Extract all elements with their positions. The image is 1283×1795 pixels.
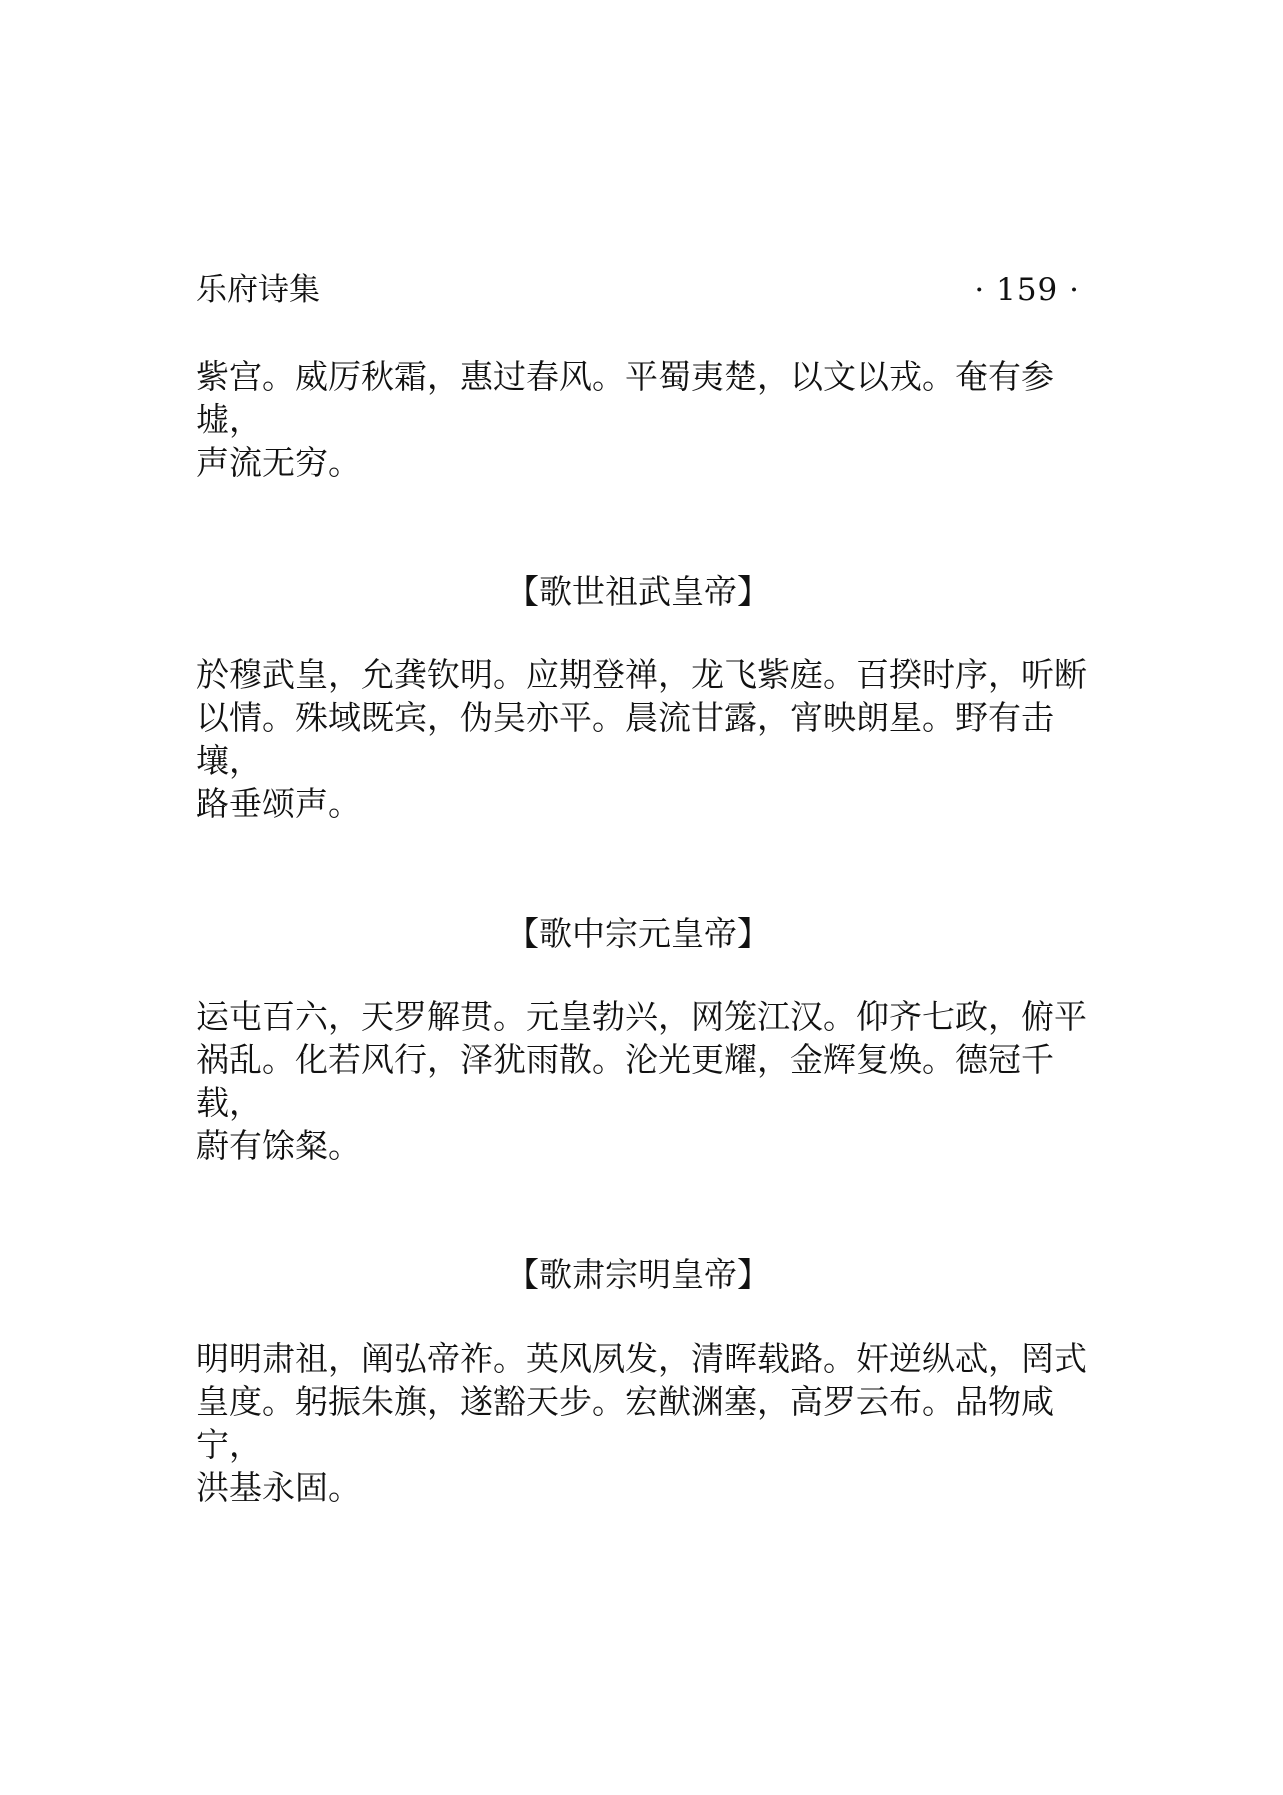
section-heading: 【歌中宗元皇帝】	[506, 914, 770, 953]
page-number: · 159 ·	[974, 272, 1080, 308]
text-line: 以情。殊域既宾，伪吴亦平。晨流甘露，宵映朗星。野有击壤，	[196, 698, 1054, 780]
section-heading: 【歌肃宗明皇帝】	[506, 1255, 770, 1294]
text-line: 紫宫。威厉秋霜，惠过春风。平蜀夷楚，以文以戎。奄有参墟，	[196, 357, 1054, 439]
paragraph	[196, 653, 1096, 825]
text-line: 路垂颂声。	[196, 784, 361, 823]
text-line: 於穆武皇，允龚钦明。应期登禅，龙飞紫庭。百揆时序，听断	[196, 655, 1087, 694]
text-line: 声流无穷。	[196, 443, 361, 482]
paragraph-continued	[196, 355, 1096, 484]
paragraph	[196, 995, 1096, 1167]
text-line: 蔚有馀粲。	[196, 1126, 361, 1165]
text-line: 运屯百六，天罗解贯。元皇勃兴，网笼江汉。仰齐七政，俯平	[196, 997, 1087, 1036]
section-heading: 【歌世祖武皇帝】	[506, 572, 770, 611]
paragraph	[196, 1337, 1096, 1509]
text-line: 洪基永固。	[196, 1468, 361, 1507]
text-line: 皇度。躬振朱旗，遂豁天步。宏猷渊塞，高罗云布。品物咸宁，	[196, 1382, 1054, 1464]
text-line: 祸乱。化若风行，泽犹雨散。沦光更耀，金辉复焕。德冠千载，	[196, 1040, 1054, 1122]
running-header	[196, 268, 1080, 312]
text-line: 明明肃祖，阐弘帝祚。英风夙发，清晖载路。奸逆纵忒，罔式	[196, 1339, 1087, 1378]
book-title: 乐府诗集	[196, 272, 320, 308]
